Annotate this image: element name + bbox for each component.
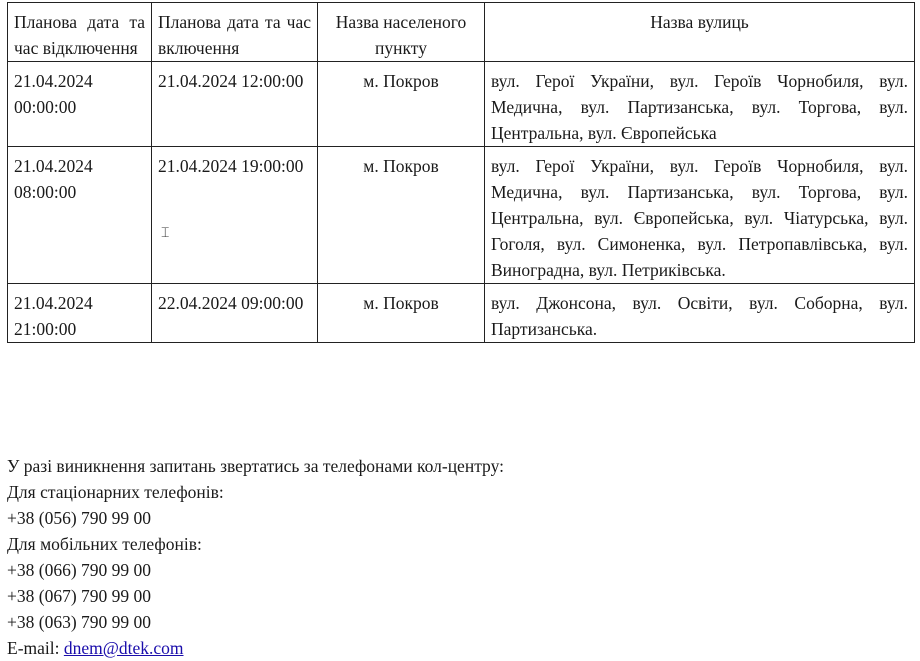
- header-on-datetime: Планова дата та час включення: [152, 3, 318, 62]
- mobile-phone: +38 (063) 790 99 00: [7, 612, 152, 632]
- cell-off-datetime: 21.04.2024 08:00:00: [8, 147, 152, 284]
- header-off-datetime: Планова дата та час відключення: [8, 3, 152, 62]
- cell-on-datetime: 21.04.2024 12:00:00: [152, 62, 318, 147]
- mobile-phone: +38 (066) 790 99 00: [7, 560, 152, 580]
- header-streets: Назва вулиць: [485, 3, 915, 62]
- cell-off-datetime: 21.04.2024 21:00:00: [8, 284, 152, 343]
- table-row: [8, 62, 915, 147]
- cell-settlement: м. Покров: [318, 284, 485, 343]
- ibeam-cursor-icon: ⌶: [161, 226, 170, 241]
- cell-streets: вул. Герої України, вул. Героїв Чорнобиля, вул. Медична, вул. Партизанська, вул. Торгова, вул. Центральна, вул. Європейська, вул. Чіатурська, вул. Гоголя, вул. Симоненка, вул. Петропавлівська, вул. Виноградна, вул. Петриківська.: [485, 147, 915, 284]
- contact-info: [7, 453, 504, 661]
- email-line: [7, 635, 504, 661]
- cell-streets: вул. Джонсона, вул. Освіти, вул. Соборна, вул. Партизанська.: [485, 284, 915, 343]
- cell-on-datetime: 22.04.2024 09:00:00: [152, 284, 318, 343]
- table-row: [8, 147, 915, 284]
- mobile-phone: +38 (067) 790 99 00: [7, 586, 152, 606]
- landline-label: Для стаціонарних телефонів:: [7, 482, 224, 502]
- header-settlement: Назва населеного пункту: [318, 3, 485, 62]
- email-link[interactable]: dnem@dtek.com: [63, 638, 184, 658]
- outage-schedule-table: [7, 2, 915, 343]
- mobile-label: Для мобільних телефонів:: [7, 534, 202, 554]
- table-row: [8, 284, 915, 343]
- table-header-row: [8, 3, 915, 62]
- email-label: E-mail:: [7, 638, 60, 658]
- cell-streets: вул. Герої України, вул. Героїв Чорнобиля, вул. Медична, вул. Партизанська, вул. Торгова, вул. Центральна, вул. Європейська: [485, 62, 915, 147]
- landline-phone: +38 (056) 790 99 00: [7, 508, 152, 528]
- cell-off-datetime: 21.04.2024 00:00:00: [8, 62, 152, 147]
- contact-intro: У разі виникнення запитань звертатись за телефонами кол-центру:: [7, 456, 504, 476]
- cell-settlement: м. Покров: [318, 147, 485, 284]
- cell-on-datetime: 21.04.2024 19:00:00: [152, 147, 318, 284]
- cell-settlement: м. Покров: [318, 62, 485, 147]
